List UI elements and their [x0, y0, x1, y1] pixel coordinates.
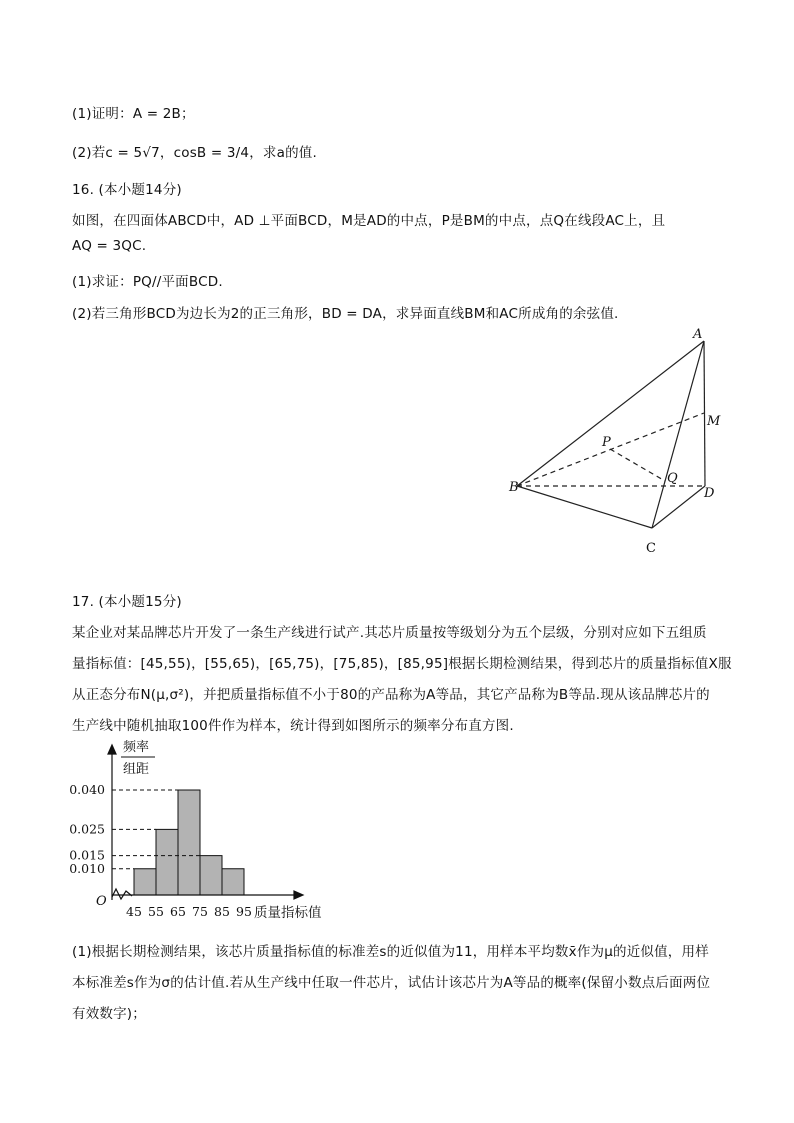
- label-q: Q: [667, 471, 678, 486]
- q17-stem-line1: 某企业对某品牌芯片开发了一条生产线进行试产.其芯片质量按等级划分为五个层级，分别对应如下五组质: [72, 625, 707, 641]
- x-axis-arrow: [294, 891, 303, 899]
- x-axis-title: 质量指标值: [254, 905, 322, 921]
- q17-stem-line4: 生产线中随机抽取100件作为样本，统计得到如图所示的频率分布直方图.: [72, 718, 514, 734]
- q16-part1: (1)求证：PQ//平面BCD.: [72, 274, 223, 290]
- y-axis-arrow: [108, 745, 116, 754]
- edge-cd: [652, 486, 705, 528]
- edge-ac: [652, 341, 704, 528]
- q15-part1: (1)证明：A = 2B；: [72, 106, 195, 122]
- q17-header: 17. (本小题15分): [72, 594, 182, 610]
- y-tick-label: 0.015: [69, 847, 105, 863]
- ylabel-denominator: 组距: [123, 762, 150, 777]
- histogram-bar: [222, 869, 244, 895]
- label-m: M: [707, 414, 721, 429]
- q16-header: 16. (本小题14分): [72, 182, 182, 198]
- edge-bc: [517, 486, 652, 528]
- segment-pq: [610, 449, 665, 481]
- q17-stem-line3: 从正态分布N(μ,σ²)，并把质量指标值不小于80的产品称为A等品，其它产品称为B等品.现从该品牌芯片的: [72, 687, 710, 703]
- x-tick-label: 55: [148, 904, 164, 919]
- label-a: A: [693, 327, 703, 342]
- y-tick-label: 0.025: [69, 821, 105, 837]
- q17-part1-line2: 本标准差s作为σ的估计值.若从生产线中任取一件芯片，试估计该芯片为A等品的概率(保留小数点后面两位: [72, 975, 711, 991]
- y-tick-label: 0.010: [69, 860, 105, 876]
- ylabel-numerator: 频率: [123, 740, 150, 755]
- q17-part1-line1: (1)根据长期检测结果，该芯片质量指标值的标准差s的近似值为11，用样本平均数x̄作为μ的近似值，用样: [72, 944, 709, 960]
- q15-part2: (2)若c = 5√7，cosB = 3/4，求a的值.: [72, 145, 317, 161]
- histogram-bar: [178, 790, 200, 895]
- q16-stem-line1: 如图，在四面体ABCD中，AD ⊥平面BCD，M是AD的中点，P是BM的中点，点Q在线段AC上，且: [72, 213, 666, 229]
- label-p: P: [602, 435, 611, 450]
- origin-label: O: [96, 894, 107, 909]
- edge-ab: [517, 341, 704, 486]
- q17-stem-line2: 量指标值：[45,55)，[55,65)，[65,75)，[75,85)，[85,95]根据长期检测结果，得到芯片的质量指标值X服: [72, 656, 732, 672]
- x-tick-label: 65: [170, 904, 186, 919]
- q17-part1-line3: 有效数字)；: [72, 1006, 146, 1022]
- histogram-bar: [200, 856, 222, 895]
- x-tick-label: 75: [192, 904, 208, 919]
- axis-break: [112, 889, 132, 899]
- x-tick-label: 45: [126, 904, 142, 919]
- histogram-bar: [156, 829, 178, 895]
- histogram-bar: [134, 869, 156, 895]
- y-tick-label: 0.040: [69, 782, 105, 797]
- segment-bm: [517, 413, 704, 486]
- q16-stem-line2: AQ = 3QC.: [72, 238, 147, 254]
- edge-ad: [704, 341, 705, 486]
- label-b: B: [509, 480, 519, 495]
- q16-part2: (2)若三角形BCD为边长为2的正三角形，BD = DA，求异面直线BM和AC所成角的余弦值.: [72, 306, 619, 322]
- x-tick-label: 95: [236, 904, 252, 919]
- label-c: C: [646, 541, 656, 556]
- x-tick-label: 85: [214, 904, 230, 919]
- label-d: D: [704, 486, 715, 501]
